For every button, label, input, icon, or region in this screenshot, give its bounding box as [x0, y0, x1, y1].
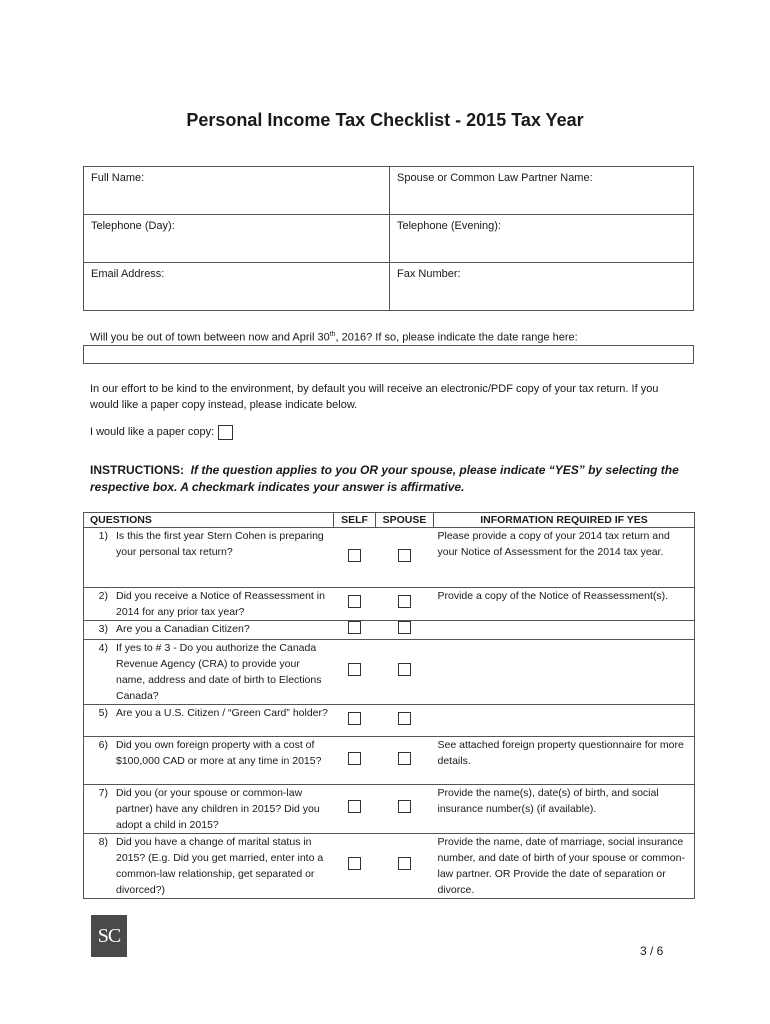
self-cell — [334, 621, 376, 640]
self-cell — [334, 528, 376, 588]
environment-notice: In our effort to be kind to the environment, by default you will receive an electronic/PDF copy of your tax return. If you would like a paper copy instead, please indicate below. — [90, 383, 659, 411]
out-of-town-superscript: th — [329, 331, 336, 338]
question-row — [84, 834, 695, 899]
info-required-cell — [434, 640, 695, 705]
fax-field[interactable] — [390, 263, 694, 311]
telephone-evening-label: Telephone (Evening): — [397, 220, 501, 232]
telephone-evening-field[interactable] — [390, 215, 694, 263]
question-text: Did you have a change of marital status in 2015? (E.g. Did you get married, enter into a common-law relationship, get separated or divorced?) — [116, 836, 324, 896]
email-field[interactable] — [84, 263, 390, 311]
spouse-checkbox[interactable] — [398, 621, 411, 634]
self-checkbox[interactable] — [348, 752, 361, 765]
spouse-name-label: Spouse or Common Law Partner Name: — [397, 172, 593, 184]
instructions-text: If the question applies to you OR your spouse, please indicate “YES” by selecting the respective box. A checkmark indicates your answer is affirmative. — [90, 463, 679, 494]
self-cell — [334, 834, 376, 899]
question-row — [84, 621, 695, 640]
self-checkbox[interactable] — [348, 800, 361, 813]
page-number: 3 / 6 — [640, 944, 664, 958]
question-row — [84, 737, 695, 785]
info-required-text: Please provide a copy of your 2014 tax return and your Notice of Assessment for the 2014 tax year. — [437, 530, 670, 558]
info-required-cell — [434, 621, 695, 640]
full-name-label: Full Name: — [91, 172, 145, 184]
question-cell — [84, 621, 334, 640]
spouse-cell — [376, 621, 434, 640]
question-cell — [84, 705, 334, 737]
question-number: 1) — [98, 530, 108, 542]
info-required-header: INFORMATION REQUIRED IF YES — [434, 513, 695, 528]
question-number: 6) — [98, 739, 108, 751]
out-of-town-text-end: , 2016? If so, please indicate the date range here: — [335, 331, 578, 344]
question-row — [84, 705, 695, 737]
spouse-cell — [376, 640, 434, 705]
paper-copy-checkbox[interactable] — [218, 425, 233, 440]
stern-cohen-logo: SC — [91, 915, 127, 957]
question-number: 3) — [98, 623, 108, 635]
fax-label: Fax Number: — [397, 268, 461, 280]
question-row — [84, 640, 695, 705]
self-cell — [334, 705, 376, 737]
self-checkbox[interactable] — [348, 857, 361, 870]
self-checkbox[interactable] — [348, 549, 361, 562]
out-of-town-question — [90, 327, 578, 346]
spouse-cell — [376, 834, 434, 899]
info-required-cell — [434, 588, 695, 621]
questions-header: QUESTIONS — [84, 513, 334, 528]
question-cell — [84, 640, 334, 705]
question-number: 2) — [98, 590, 108, 602]
question-text: Did you (or your spouse or common-law partner) have any children in 2015? Did you adopt a child in 2015? — [116, 787, 320, 831]
spouse-checkbox[interactable] — [398, 857, 411, 870]
contact-info-grid — [83, 166, 694, 311]
question-text: Is this the first year Stern Cohen is preparing your personal tax return? — [116, 530, 324, 558]
self-checkbox[interactable] — [348, 621, 361, 634]
self-cell — [334, 640, 376, 705]
question-row — [84, 785, 695, 834]
instructions-label: INSTRUCTIONS: — [90, 463, 184, 477]
question-row — [84, 528, 695, 588]
question-number: 4) — [98, 642, 108, 654]
question-text: Are you a Canadian Citizen? — [116, 623, 250, 635]
question-cell — [84, 785, 334, 834]
spouse-header: SPOUSE — [376, 513, 434, 528]
spouse-checkbox[interactable] — [398, 549, 411, 562]
email-label: Email Address: — [91, 268, 165, 280]
question-number: 7) — [98, 787, 108, 799]
question-number: 5) — [98, 707, 108, 719]
spouse-name-field[interactable] — [390, 167, 694, 215]
info-required-text: Provide the name(s), date(s) of birth, and social insurance number(s) (if available). — [437, 787, 659, 815]
info-required-text: Provide a copy of the Notice of Reassessment(s). — [437, 590, 669, 602]
info-required-text: Provide the name, date of marriage, social insurance number, and date of birth of your spouse or common-law partner. OR Provide the date of separation or divorce. — [437, 836, 685, 896]
self-cell — [334, 588, 376, 621]
paper-copy-label: I would like a paper copy: — [90, 426, 215, 438]
question-number: 8) — [98, 836, 108, 848]
question-cell — [84, 737, 334, 785]
self-header: SELF — [334, 513, 376, 528]
self-cell — [334, 785, 376, 834]
date-range-input[interactable] — [83, 345, 694, 364]
question-cell — [84, 588, 334, 621]
info-required-cell — [434, 785, 695, 834]
paper-copy-row — [90, 424, 233, 440]
question-text: Did you receive a Notice of Reassessment in 2014 for any prior tax year? — [116, 590, 325, 618]
question-cell — [84, 834, 334, 899]
out-of-town-text-start: Will you be out of town between now and April 30 — [90, 331, 330, 344]
spouse-checkbox[interactable] — [398, 800, 411, 813]
spouse-cell — [376, 705, 434, 737]
info-required-cell — [434, 528, 695, 588]
info-required-cell — [434, 834, 695, 899]
full-name-field[interactable] — [84, 167, 390, 215]
self-checkbox[interactable] — [348, 663, 361, 676]
self-cell — [334, 737, 376, 785]
self-checkbox[interactable] — [348, 712, 361, 725]
spouse-cell — [376, 528, 434, 588]
spouse-cell — [376, 737, 434, 785]
question-cell — [84, 528, 334, 588]
questions-table — [83, 512, 695, 899]
question-text: If yes to # 3 - Do you authorize the Canada Revenue Agency (CRA) to provide your name, address and date of birth to Elections Canada? — [116, 642, 322, 702]
telephone-day-field[interactable] — [84, 215, 390, 263]
question-text: Did you own foreign property with a cost of $100,000 CAD or more at any time in 2015? — [116, 739, 322, 767]
page-title: Personal Income Tax Checklist - 2015 Tax Year — [186, 110, 584, 130]
question-row — [84, 588, 695, 621]
info-required-cell — [434, 737, 695, 785]
info-required-text: See attached foreign property questionnaire for more details. — [437, 739, 684, 767]
info-required-cell — [434, 705, 695, 737]
spouse-checkbox[interactable] — [398, 595, 411, 608]
spouse-checkbox[interactable] — [398, 712, 411, 725]
spouse-checkbox[interactable] — [398, 663, 411, 676]
instructions — [90, 462, 690, 496]
spouse-cell — [376, 588, 434, 621]
telephone-day-label: Telephone (Day): — [91, 220, 175, 232]
spouse-checkbox[interactable] — [398, 752, 411, 765]
self-checkbox[interactable] — [348, 595, 361, 608]
question-text: Are you a U.S. Citizen / “Green Card” holder? — [116, 707, 328, 719]
spouse-cell — [376, 785, 434, 834]
